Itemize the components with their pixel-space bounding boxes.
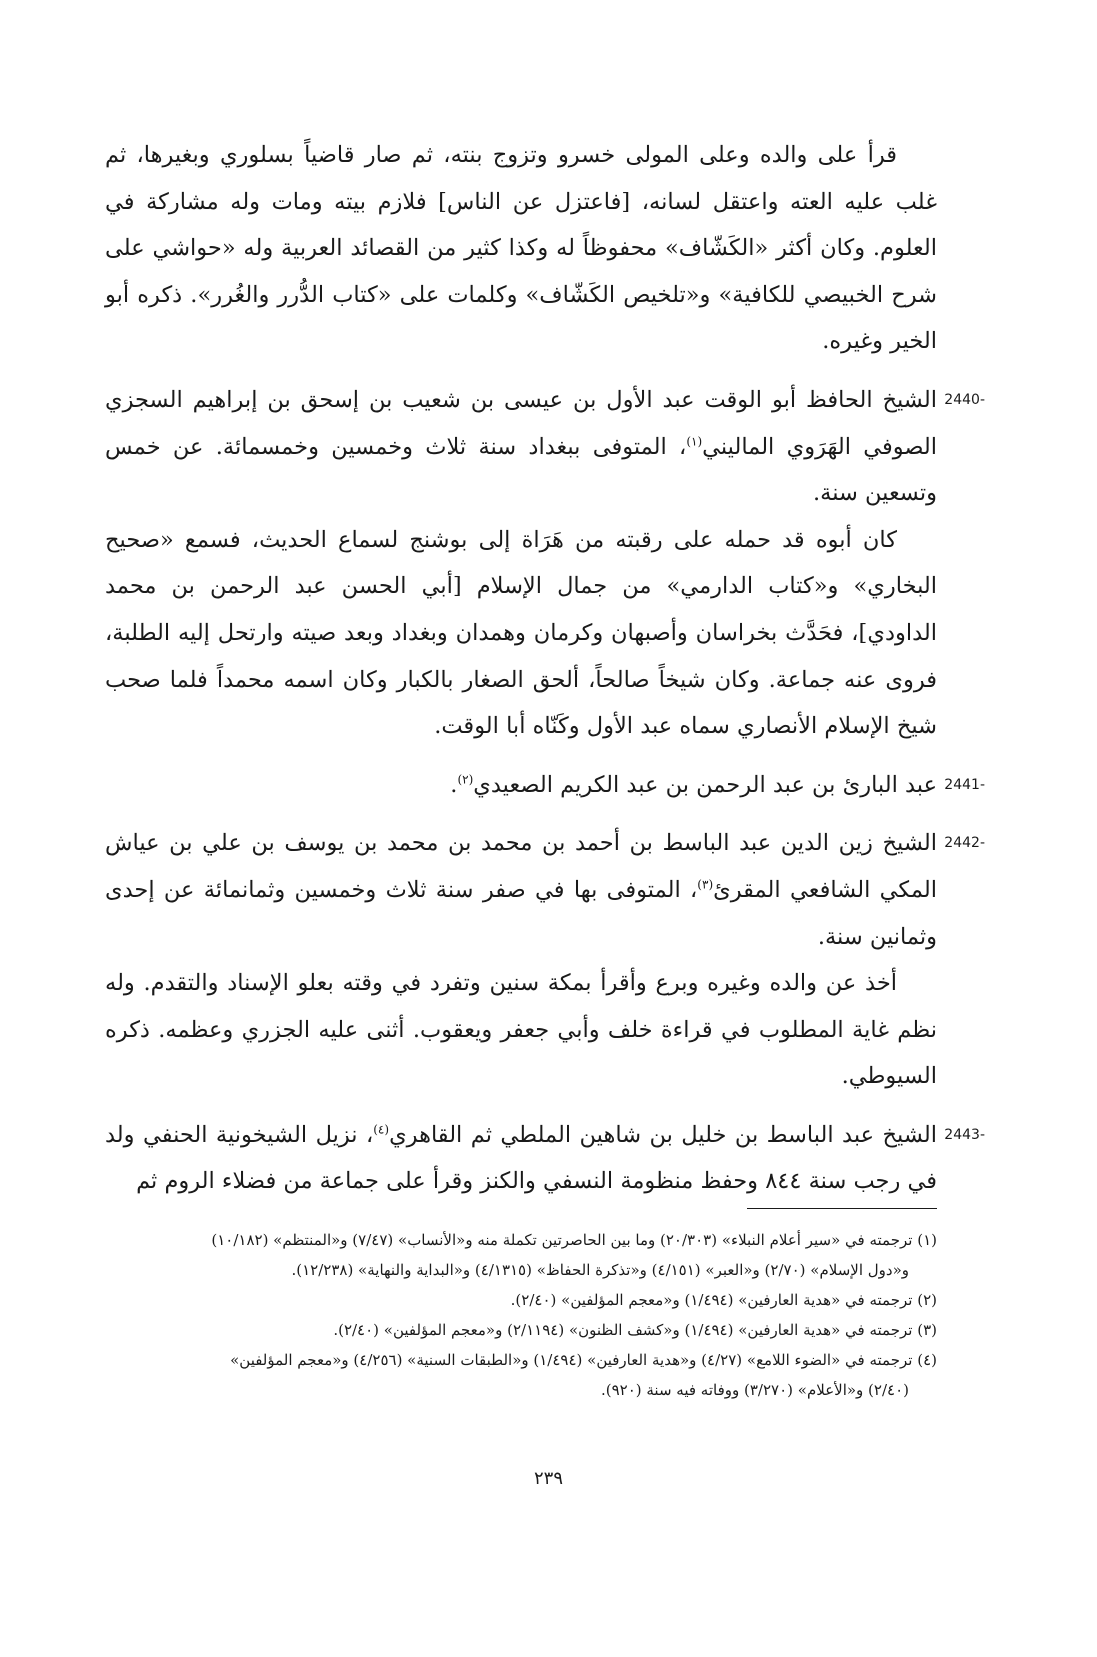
entry-number: 2440- xyxy=(944,391,985,408)
footnote-label: (٢) xyxy=(917,1291,937,1309)
entry-body: أخذ عن والده وغيره وبرع وأقرأ بمكة سنين وتفرد في وقته بعلو الإسناد والتقدم. وله نظم غاية المطلوب في قراءة خلف وأبي جعفر ويعقوب. أثنى عليه الجزري وعظمه. ذكره السيوطي. xyxy=(105,970,937,1090)
paragraph-intro: قرأ على والده وعلى المولى خسرو وتزوج بنته، ثم صار قاضياً بسلوري وبغيرها، ثم غلب عليه العته واعتقل لسانه، [فاعتزل عن الناس] فلازم بيته ومات وله مشاركة في العلوم. وكان أكثر «الكَشّاف» محفوظاً له وكذا كثير من القصائد العربية وله «حواشي على شرح الخبيصي للكافية» و«تلخيص الكَشّاف» وكلمات على «كتاب الدُّرر والغُرر». ذكره أبو الخير وغيره. xyxy=(105,142,937,355)
footnote-label: (٣) xyxy=(917,1321,937,1339)
entry-number: 2442- xyxy=(944,835,985,852)
entry-number: 2441- xyxy=(944,776,985,793)
footnote-ref: (٢) xyxy=(457,772,474,787)
main-text xyxy=(105,132,985,1205)
entry-2443 xyxy=(105,1112,985,1205)
entry-heading-cont: ، نزيل الشيخونية الحنفي ولد في رجب سنة ٨٤٤ وحفظ منظومة النسفي والكنز وقرأ على جماعة من فضلاء الروم ثم xyxy=(105,1121,937,1195)
footnote-ref: (٣) xyxy=(697,877,714,892)
footnote-text: ترجمته في «الضوء اللامع» (٤/٢٧) و«هدية العارفين» (١/٤٩٤) و«الطبقات السنية» (٤/٢٥٦) و«معجم المؤلفين» xyxy=(230,1351,913,1369)
entry-heading: عبد البارئ بن عبد الرحمن بن عبد الكريم الصعيدي xyxy=(473,771,937,798)
footnote-text: ترجمته في «سير أعلام النبلاء» (٢٠/٣٠٣) وما بين الحاصرتين تكملة منه و«الأنساب» (٧/٤٧) و«المنتظم» (١٠/١٨٢) xyxy=(211,1231,913,1249)
entry-2441 xyxy=(105,762,985,809)
footnote-text: ترجمته في «هدية العارفين» (١/٤٩٤) و«كشف الظنون» (٢/١١٩٤) و«معجم المؤلفين» (٢/٤٠). xyxy=(333,1321,913,1339)
footnote-text: ترجمته في «هدية العارفين» (١/٤٩٤) و«معجم المؤلفين» (٢/٤٠). xyxy=(510,1291,913,1309)
footnotes xyxy=(105,1225,937,1405)
footnote-ref: (٤) xyxy=(373,1122,390,1137)
footnote-label: (١) xyxy=(917,1231,937,1249)
footnote-label: (٤) xyxy=(917,1351,937,1369)
footnote-4-cont: (٢/٤٠) و«الأعلام» (٣/٢٧٠) ووفاته فيه سنة (٩٢٠). xyxy=(600,1381,909,1399)
footnote-1 xyxy=(105,1225,937,1255)
entry-heading-cont: . xyxy=(450,771,458,798)
footnote-3 xyxy=(105,1315,937,1345)
footnote-4 xyxy=(105,1345,937,1375)
page-number: ٢٣٩ xyxy=(533,1468,563,1489)
entry-heading: الشيخ عبد الباسط بن خليل بن شاهين الملطي ثم القاهري xyxy=(389,1121,937,1148)
entry-2440 xyxy=(105,377,985,517)
entry-heading-cont: ، المتوفى ببغداد سنة ثلاث وخمسين وخمسمائة. عن خمس وتسعين سنة. xyxy=(105,433,937,507)
footnote-1-cont: و«دول الإسلام» (٢/٧٠) و«العبر» (٤/١٥١) و«تذكرة الحفاظ» (٤/١٣١٥) و«البداية والنهاية» (١٢/٢٣٨). xyxy=(291,1261,909,1279)
entry-heading: الشيخ الحافظ أبو الوقت عبد الأول بن عيسى بن شعيب بن إسحق بن إبراهيم السجزي الصوفي الهَرَوي الماليني xyxy=(105,386,937,460)
entry-body: كان أبوه قد حمله على رقبته من هَرَاة إلى بوشنج لسماع الحديث، فسمع «صحيح البخاري» و«كتاب الدارمي» من جمال الإسلام [أبي الحسن عبد الرحمن بن محمد الداودي]، فحَدَّث بخراسان وأصبهان وكرمان وهمدان وبغداد وبعد صيته وارتحل إليه الطلبة، فروى عنه جماعة. وكان شيخاً صالحاً، ألحق الصغار بالكبار وكان اسمه محمداً فلما صحب شيخ الإسلام الأنصاري سماه عبد الأول وكَنّاه أبا الوقت. xyxy=(105,526,937,740)
entry-number: 2443- xyxy=(944,1126,985,1143)
entry-heading: الشيخ زين الدين عبد الباسط بن أحمد بن محمد بن محمد بن يوسف بن علي بن عياش المكي الشافعي المقرئ xyxy=(105,830,937,903)
footnote-2 xyxy=(105,1285,937,1315)
entry-2442 xyxy=(105,820,985,960)
entry-heading-cont: ، المتوفى بها في صفر سنة ثلاث وخمسين وثمانمائة عن إحدى وثمانين سنة. xyxy=(105,876,937,950)
footnote-ref: (١) xyxy=(686,434,703,449)
footnote-separator xyxy=(747,1208,937,1209)
